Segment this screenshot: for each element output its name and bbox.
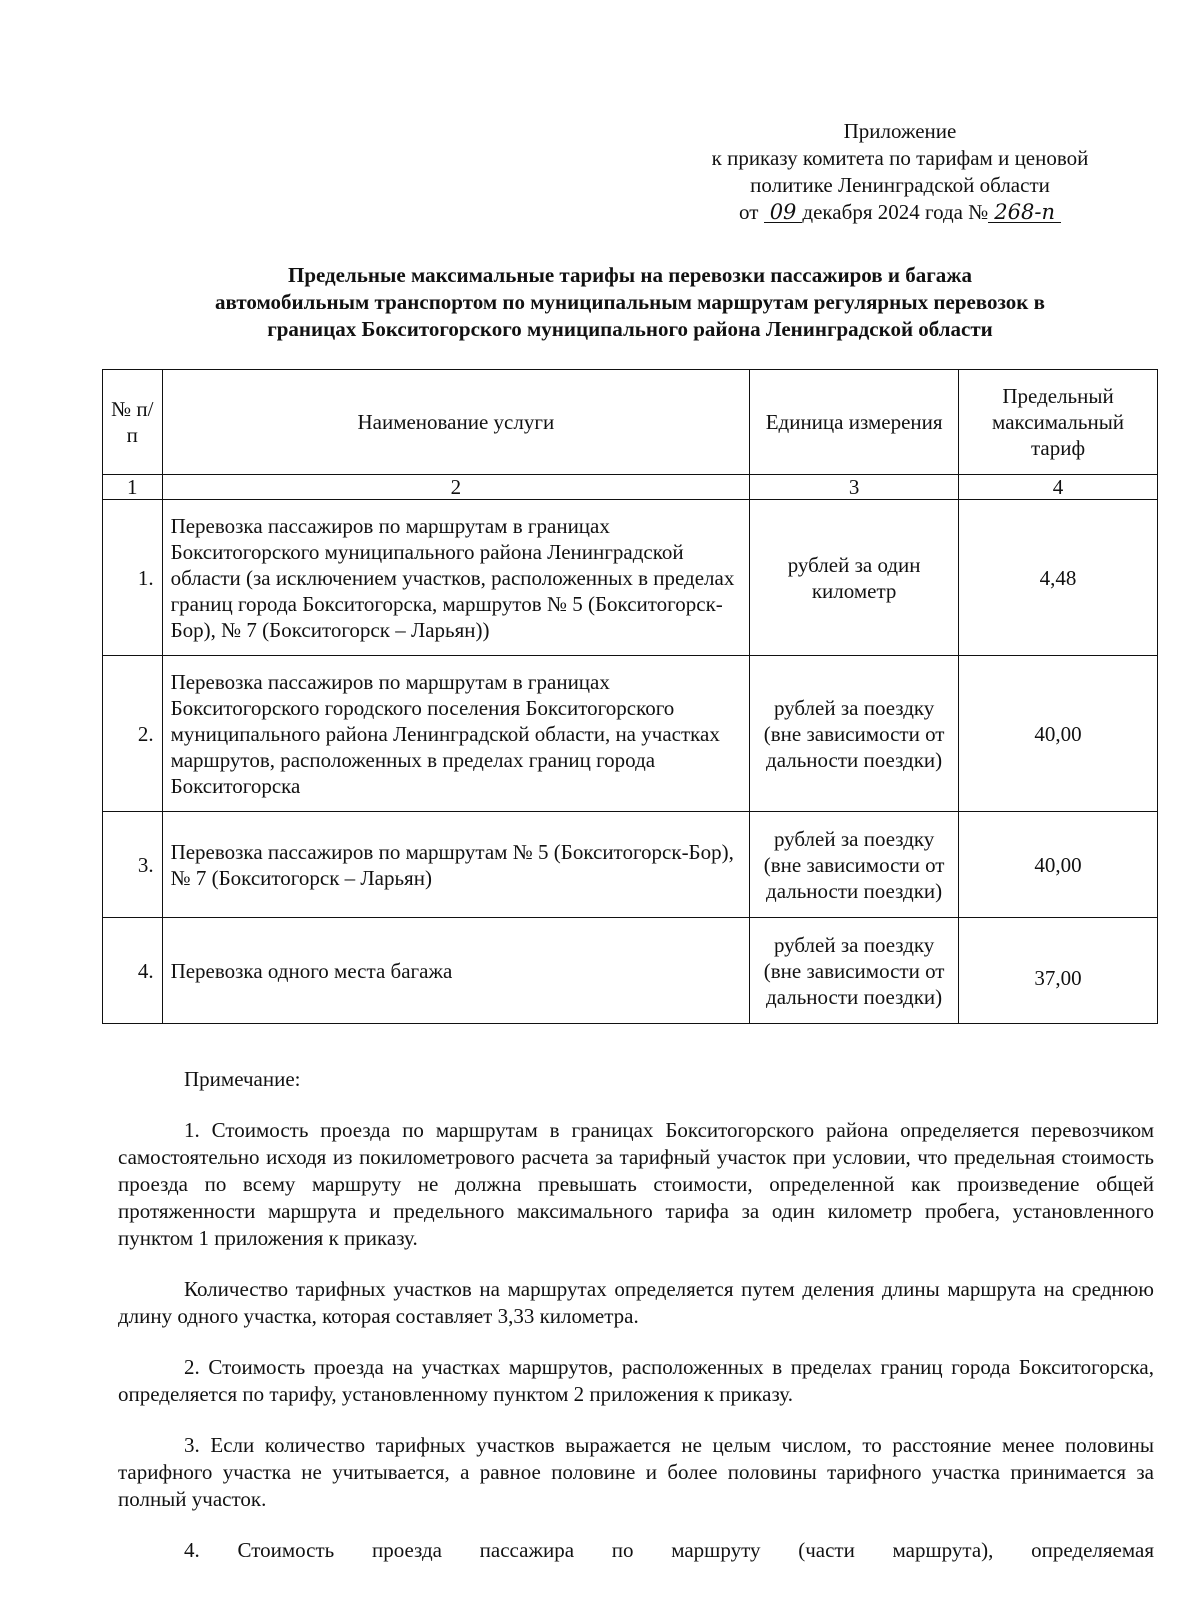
header-num: № п/п: [103, 370, 163, 475]
row-unit: рублей за поездку (вне зависимости от дальности поездки): [750, 918, 959, 1024]
handwritten-day: 09: [764, 202, 803, 223]
title-line-1: Предельные максимальные тарифы на перевозки пассажиров и багажа: [288, 263, 972, 287]
column-number: 1: [103, 475, 163, 500]
note-paragraph: 2. Стоимость проезда на участках маршрутов, расположенных в пределах границ города Бокситогорска, определяется по тарифу, установленному пунктом 2 приложения к приказу.: [118, 1355, 1154, 1406]
row-number: 2.: [103, 656, 163, 812]
document-title: [100, 262, 1160, 343]
row-service: Перевозка пассажиров по маршрутам в границах Бокситогорского городского поселения Бокситогорского муниципального района Ленинградской области, на участках маршрутов, расположенных в пределах границ города Бокситогорска: [162, 656, 750, 812]
row-service: Перевозка пассажиров по маршрутам в границах Бокситогорского муниципального района Ленинградской области (за исключением участков, расположенных в пределах границ города Бокситогорска, маршрутов № 5 (Бокситогорск-Бор), № 7 (Бокситогорск – Ларьян)): [162, 500, 750, 656]
appendix-order-ref: к приказу комитета по тарифам и ценовой: [711, 146, 1089, 170]
table-row: [103, 656, 1158, 812]
handwritten-order-number: 268-п: [988, 202, 1061, 223]
table-row: [103, 812, 1158, 918]
header-unit: Единица измерения: [750, 370, 959, 475]
column-number: 3: [750, 475, 959, 500]
appendix-committee: политике Ленинградской области: [750, 173, 1050, 197]
title-line-2: автомобильным транспортом по муниципальным маршрутам регулярных перевозок в: [215, 290, 1045, 314]
row-number: 4.: [103, 918, 163, 1024]
row-tariff: 4,48: [959, 500, 1158, 656]
column-number-row: [103, 475, 1158, 500]
notes-section: [118, 1066, 1154, 1588]
date-middle: декабря 2024 года №: [802, 200, 989, 224]
note-paragraph: Количество тарифных участков на маршрутах определяется путем деления длины маршрута на среднюю длину одного участка, которая составляет 3,33 километра.: [118, 1277, 1154, 1328]
row-service: Перевозка пассажиров по маршрутам № 5 (Бокситогорск-Бор), № 7 (Бокситогорск – Ларьян): [162, 812, 750, 918]
row-unit: рублей за поездку (вне зависимости от дальности поездки): [750, 812, 959, 918]
table-row: [103, 918, 1158, 1024]
note-paragraph: 1. Стоимость проезда по маршрутам в границах Бокситогорского района определяется перевозчиком самостоятельно исходя из покилометрового расчета за тарифный участок при условии, что предельная стоимость проезда по всему маршруту не должна превышать стоимости, определенной как произведение общей протяженности маршрута и предельного максимального тарифа за один километр пробега, установленного пунктом 1 приложения к приказу.: [118, 1118, 1154, 1250]
header-service: Наименование услуги: [162, 370, 750, 475]
tariff-table: [102, 369, 1158, 1024]
title-line-3: границах Бокситогорского муниципального района Ленинградской области: [267, 317, 993, 341]
row-tariff: 40,00: [959, 656, 1158, 812]
date-prefix: от: [739, 200, 759, 224]
row-number: 1.: [103, 500, 163, 656]
row-tariff: 40,00: [959, 812, 1158, 918]
row-tariff: 37,00: [959, 918, 1158, 1024]
table-header-row: [103, 370, 1158, 475]
row-number: 3.: [103, 812, 163, 918]
appendix-label: Приложение: [843, 119, 957, 143]
appendix-date-line: [660, 199, 1140, 226]
row-service: Перевозка одного места багажа: [162, 918, 750, 1024]
note-paragraph: 3. Если количество тарифных участков выражается не целым числом, то расстояние менее половины тарифного участка не учитывается, а равное половине и более половины тарифного участка принимается за полный участок.: [118, 1433, 1154, 1511]
appendix-header: [660, 118, 1140, 226]
header-tariff: Предельный максимальный тариф: [959, 370, 1158, 475]
note-paragraph: 4. Стоимость проезда пассажира по маршруту (части маршрута), определяемая: [184, 1538, 1154, 1562]
column-number: 2: [162, 475, 750, 500]
table-row: [103, 500, 1158, 656]
row-unit: рублей за поездку (вне зависимости от дальности поездки): [750, 656, 959, 812]
column-number: 4: [959, 475, 1158, 500]
notes-title: Примечание:: [184, 1067, 301, 1091]
row-unit: рублей за один километр: [750, 500, 959, 656]
